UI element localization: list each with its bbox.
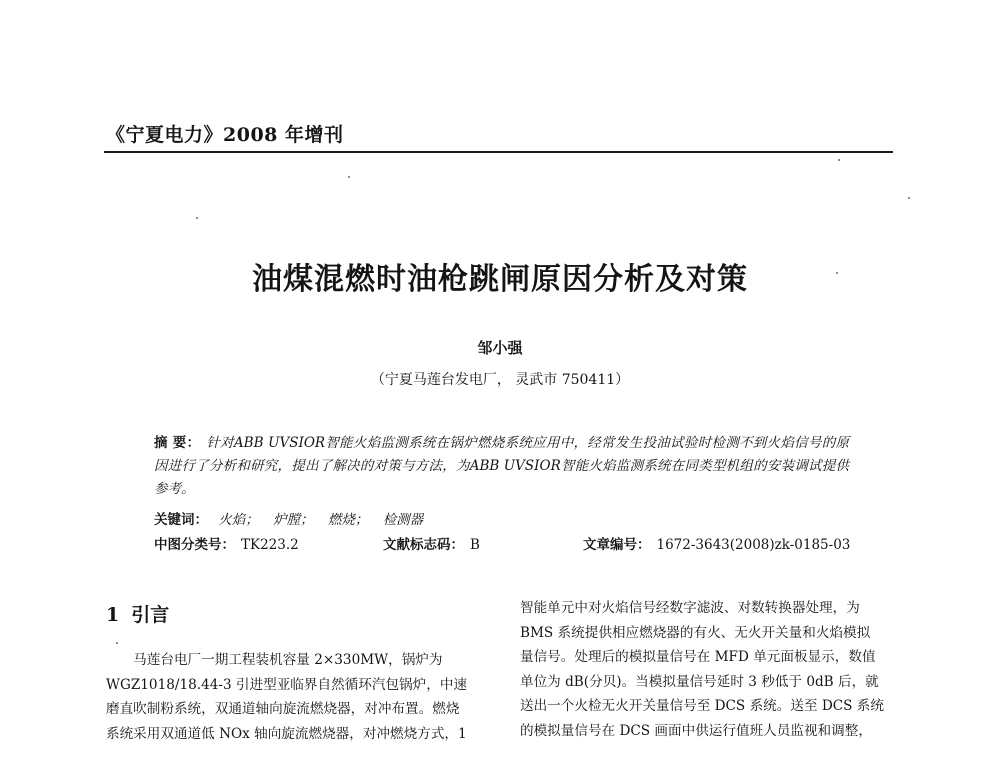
left-column	[106, 648, 484, 746]
section-title: 引言	[131, 604, 170, 626]
article-number-value: 1672-3643(2008)zk-0185-03	[656, 537, 851, 553]
scan-speck	[348, 176, 350, 178]
scan-speck	[116, 642, 118, 644]
text-line: BMS 系统提供相应燃烧器的有火、无火开关量和火焰模拟	[520, 624, 871, 641]
keyword-item: 检测器	[382, 512, 424, 528]
affiliation: （宁夏马莲台发电厂， 灵武市 750411）	[370, 372, 630, 388]
paper-title: 油煤混燃时油枪跳闸原因分析及对策	[252, 262, 748, 297]
text-line: 单位为 dB(分贝)。当模拟量信号延时 3 秒低于 0dB 后，就	[520, 673, 879, 690]
keywords-label: 关键词：	[154, 512, 208, 528]
keyword-item: 火焰；	[218, 512, 259, 528]
scan-speck	[836, 272, 838, 274]
abstract-text: 针对ABB UVSIOR智能火焰监测系统在锅炉燃烧系统应用中，经常发生投油试验时检测不到火焰信号的原因进行了分析和研究，提出了解决的对策与方法，为ABB UVSIOR智能火焰监测系统在同类型机组的安装调试提供参考。	[154, 435, 849, 497]
text-line: 送出一个火检无火开关量信号至 DCS 系统。送至 DCS 系统	[520, 698, 884, 714]
author-name: 邹小强	[477, 339, 523, 357]
text-line: 智能单元中对火焰信号经数字滤波、对数转换器处理，为	[520, 600, 860, 616]
text-line: 系统采用双通道低 NOx 轴向旋流燃烧器，对冲燃烧方式，1	[106, 725, 467, 742]
scan-speck	[196, 217, 198, 219]
article-number	[583, 533, 850, 553]
doc-code-value: B	[470, 537, 480, 553]
doc-code	[383, 533, 480, 553]
keyword-item: 炉膛；	[273, 512, 314, 528]
text-line: 的模拟量信号在 DCS 画面中供运行值班人员监视和调整，	[520, 722, 872, 739]
scan-speck	[908, 197, 910, 199]
text-line: 磨直吹制粉系统，双通道轴向旋流燃烧器，对冲布置。燃烧	[106, 701, 460, 717]
text-line: WGZ1018/18.44-3 引进型亚临界自然循环汽包锅炉，中速	[106, 676, 468, 693]
doc-code-label: 文献标志码：	[383, 537, 464, 553]
text-line: 量信号。处理后的模拟量信号在 MFD 单元面板显示，数值	[520, 649, 876, 665]
scan-speck	[838, 159, 840, 161]
text-line: 马莲台电厂一期工程装机容量 2×330MW，锅炉为	[106, 652, 443, 668]
clc-number	[154, 533, 299, 553]
article-number-label: 文章编号：	[583, 537, 651, 553]
clc-value: TK223.2	[241, 537, 299, 553]
right-column	[520, 596, 894, 743]
section-heading	[106, 600, 169, 627]
journal-header: 《宁夏电力》2008 年增刊	[106, 124, 344, 146]
keywords	[154, 508, 433, 528]
abstract-label: 摘 要：	[154, 435, 201, 451]
section-number: 1	[106, 604, 120, 626]
keyword-item: 燃烧；	[327, 512, 369, 528]
clc-label: 中图分类号：	[154, 537, 235, 553]
header-rule	[104, 151, 893, 153]
abstract	[154, 432, 849, 501]
